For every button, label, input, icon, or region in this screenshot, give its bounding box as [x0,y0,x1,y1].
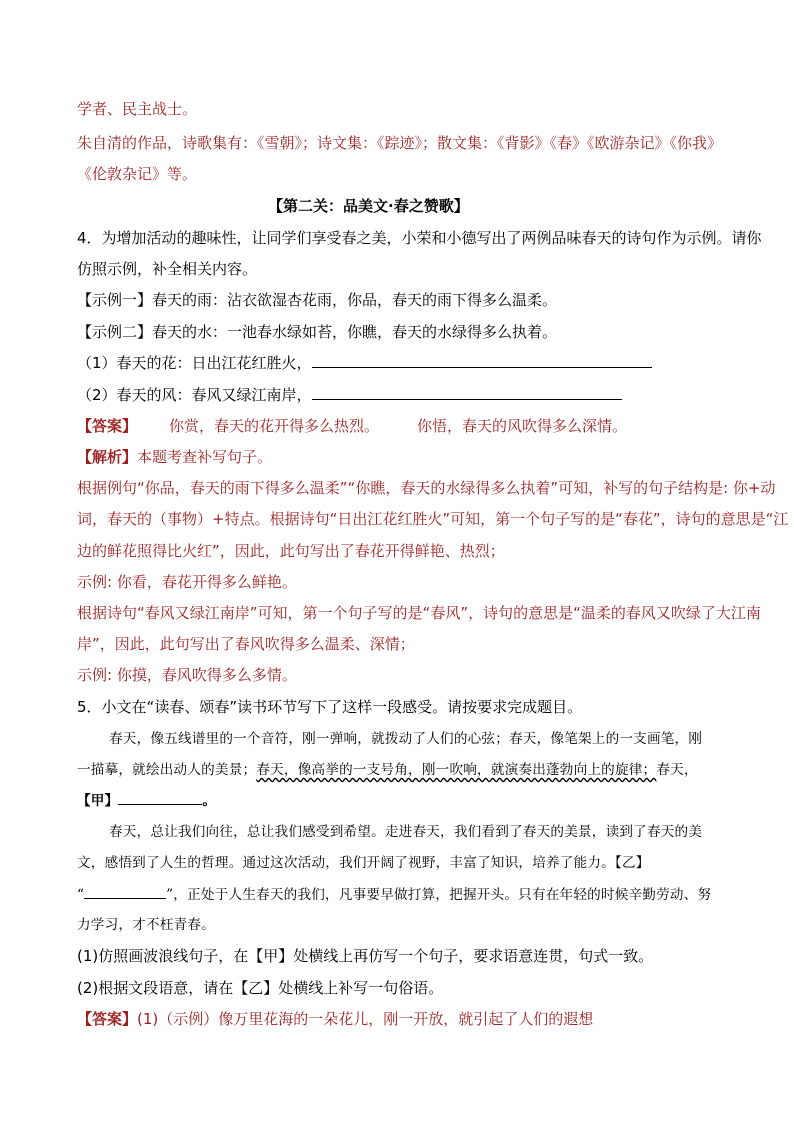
passage-line: 春天，总让我们向往，总让我们感受到希望。走进春天，我们看到了春天的美景，读到了春天的美 [109,824,703,840]
wavy-underlined-sentence: 春天，像高挙的一支号角，刚一吹响，就演奏出蓬勃向上的旋律； [256,762,657,778]
analysis-line: 根据诗句“春风又绿江南岸”可知，第一个句子写的是“春风”，诗句的意思是“温柔的春风又吹绿了大江南 [77,604,761,622]
sub-question: (2)根据文段语意，请在【乙】处横线上补写一句俗语。 [77,979,444,997]
analysis-line: 词，春天的（事物）+特点。根据诗句“日出江花红胜火”可知，第一个句子写的是“春花”，诗句的意思是“江 [77,510,789,528]
fill-item-label: （2）春天的风：春风又绿江南岸， [77,386,312,404]
sub-question: (1)仿照画波浪线句子，在【甲】处横线上再仿写一个句子，要求语意连贯，句式一致。 [77,947,654,965]
section-heading: 【第二关：品美文·春之赞歌】 [268,197,469,215]
answer-blank [118,790,202,805]
answer-line [77,416,627,436]
answer-text: (1)（示例）像万里花海的一朵花儿，刚一开放，就引起了人们的遐想 [137,1010,594,1028]
answer-label: 【答案】 [77,417,138,435]
analysis-line: 示例: 你摸，春风吹得多么多情。 [77,666,297,684]
text-line: 朱自清的作品，诗歌集有：《雪朝》；诗文集：《踪迹》；散文集：《背影》《春》《欧游杂记》《你我》 [77,134,723,152]
question-text: 4．为增加活动的趣味性，让同学们享受春之美，小荣和小德写出了两例品味春天的诗句作为示例。请你 [77,229,762,247]
fill-item [77,353,652,373]
answer-blank [312,385,622,400]
analysis-label: 【解析】 [77,448,138,466]
answer-blank [312,353,652,368]
example-line: 【示例一】春天的雨：沾衣欲湿杏花雨，你品，春天的雨下得多么温柔。 [77,291,558,309]
fill-item [77,385,622,405]
passage-text: 一描摹，就绘出动人的美景； [77,762,257,778]
passage-line: 文，感悟到了人生的哲理。通过这次活动，我们开阔了视野，丰富了知识，培养了能力。【乙】 [77,855,650,871]
analysis-line: 根据例句“你品，春天的雨下得多么温柔”“你瞧，春天的水绿得多么执着”可知，补写的句子结构是: 你+动 [77,479,776,497]
answer-label: 【答案】 [77,1010,138,1028]
text-line: 《伦敦杂记》等。 [77,165,198,183]
question-text: 5．小文在“读春、颂春”读书环节写下了这样一段感受。请按要求完成题目。 [77,698,583,716]
passage-line: 【甲】 。 [77,790,216,811]
answer-blank [84,884,166,899]
analysis-text: 本题考查补写句子。 [137,448,273,466]
question-text: 仿照示例，补全相关内容。 [77,260,258,278]
passage-line: “ ”，正处于人生春天的我们，凡事要早做打算，把握开头。只有在年轻的时候辛勤劳动、努 [77,884,711,905]
passage-text: 春天， [656,762,698,778]
answer-text: 你赏，春天的花开得多么热烈。 [169,417,380,435]
passage-line: 春天，像五线谱里的一个音符，刚一弹响，就拨动了人们的心弦；春天，像笔架上的一支画笔，刚 [109,731,703,747]
analysis-line: 边的鲜花照得比火红”，因此，此句写出了春花开得鲜艳、热烈； [77,542,505,560]
analysis-line: 岸”，因此，此句写出了春风吹得多么温柔、深情； [77,635,415,653]
text-line: 学者、民主战士。 [77,100,198,118]
analysis-line [77,447,272,467]
analysis-line: 示例: 你看，春花开得多么鲜艳。 [77,573,297,591]
passage-text: ”，正处于人生春天的我们，凡事要早做打算，把握开头。只有在年轻的时候辛勤劳动、努 [166,887,712,903]
example-line: 【示例二】春天的水：一池春水绿如苔，你瞧，春天的水绿得多么执着。 [77,323,558,341]
passage-line: 力学习，才不枉青春。 [77,917,215,933]
answer-line [77,1009,593,1029]
fill-item-label: （1）春天的花：日出江花红胜火， [77,354,312,372]
blank-label-jia: 【甲】 [77,793,119,809]
answer-text: 你悟，春天的风吹得多么深情。 [417,417,628,435]
passage-line [77,760,698,780]
